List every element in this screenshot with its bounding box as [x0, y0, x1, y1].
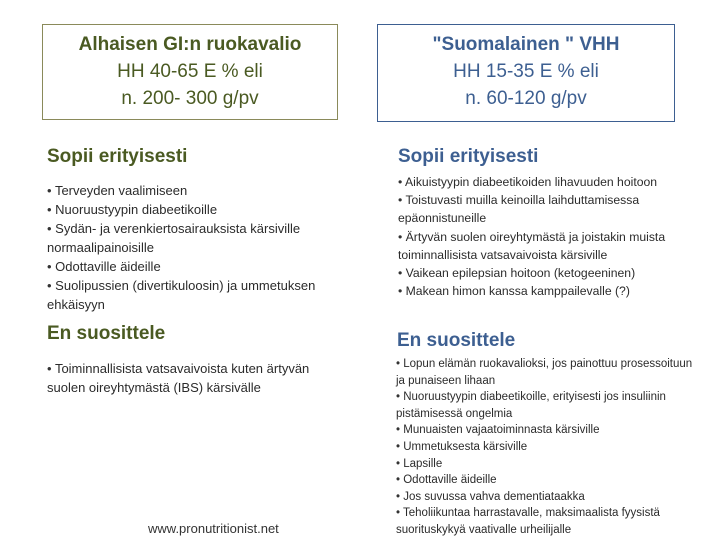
bullet-icon: • — [47, 221, 56, 236]
list-item-text: Odottaville äideille — [403, 474, 497, 487]
bullet-icon: • — [396, 457, 404, 470]
list-item-text: Toistuvasti muilla keinoilla laihduttamisessa epäonnistuneille — [398, 193, 640, 226]
bullet-icon: • — [398, 175, 405, 189]
footer-url: www.pronutritionist.net — [148, 521, 279, 536]
right-suits-heading: Sopii erityisesti — [398, 146, 539, 167]
list-item — [396, 439, 696, 456]
list-item — [396, 389, 696, 422]
list-item — [396, 489, 696, 506]
left-diet-box — [42, 24, 338, 120]
list-item-text: Ummetuksesta kärsiville — [403, 440, 528, 453]
right-not-heading: En suosittele — [397, 330, 516, 351]
right-diet-box — [377, 24, 675, 122]
left-diet-carb-grams: n. 200- 300 g/pv — [121, 88, 259, 109]
list-item-text: Suolipussien (divertikuloosin) ja ummetuksen ehkäisyyn — [47, 278, 316, 312]
list-item — [396, 356, 696, 389]
list-item — [47, 359, 347, 397]
bullet-icon: • — [396, 490, 404, 503]
list-item — [396, 422, 696, 439]
list-item-text: Ärtyvän suolen oireyhtymästä ja joistakin muista toiminnallisista vatsavaivoista kärsiville — [398, 229, 666, 262]
list-item — [398, 228, 680, 264]
list-item-text: Nuoruustyypin diabeetikoille — [55, 202, 218, 217]
list-item — [398, 282, 680, 300]
bullet-icon: • — [396, 440, 404, 453]
left-not-list — [47, 359, 347, 397]
bullet-icon: • — [398, 229, 406, 244]
bullet-icon: • — [396, 424, 404, 437]
list-item-text: Nuoruustyypin diabeetikoille, erityisesti jos insuliinin pistämisessä ongelmia — [396, 391, 666, 420]
list-item-text: Lapsille — [403, 457, 443, 470]
list-item — [398, 191, 680, 227]
right-not-list — [396, 356, 696, 539]
bullet-icon: • — [396, 474, 404, 487]
bullet-icon: • — [396, 507, 404, 520]
left-diet-carb-percent: HH 40-65 E % eli — [117, 61, 263, 82]
bullet-icon: • — [47, 361, 55, 376]
list-item-text: Lopun elämän ruokavalioksi, jos painottuu prosessoituun ja punaiseen lihaan — [396, 358, 693, 387]
bullet-icon: • — [398, 193, 406, 208]
list-item — [47, 219, 347, 257]
bullet-icon: • — [47, 202, 56, 217]
list-item — [47, 257, 347, 276]
list-item — [396, 505, 696, 538]
list-item-text: Makean himon kanssa kamppailevalle (?) — [405, 284, 630, 299]
left-not-heading: En suosittele — [47, 323, 166, 344]
list-item-text: Aikuistyypin diabeetikoiden lihavuuden hoitoon — [404, 175, 658, 189]
bullet-icon: • — [398, 266, 406, 281]
bullet-icon: • — [396, 391, 404, 404]
bullet-icon: • — [47, 183, 55, 198]
left-suits-list — [47, 181, 347, 314]
bullet-icon: • — [47, 278, 56, 293]
right-suits-list — [398, 173, 680, 300]
right-diet-carb-grams: n. 60-120 g/pv — [465, 88, 587, 109]
list-item-text: Vaikean epilepsian hoitoon (ketogeeninen) — [405, 266, 636, 281]
list-item — [47, 181, 347, 200]
left-suits-heading: Sopii erityisesti — [47, 146, 188, 167]
list-item-text: Jos suvussa vahva dementiataakka — [403, 490, 585, 503]
bullet-icon: • — [396, 358, 404, 370]
list-item-text: Odottaville äideille — [55, 259, 161, 274]
left-diet-title: Alhaisen GI:n ruokavalio — [78, 34, 302, 55]
list-item — [47, 276, 347, 314]
list-item — [398, 173, 680, 191]
list-item-text: Munuaisten vajaatoiminnasta kärsiville — [403, 424, 600, 437]
bullet-icon: • — [398, 284, 406, 299]
list-item — [396, 456, 696, 473]
bullet-icon: • — [47, 259, 56, 274]
list-item-text: Sydän- ja verenkiertosairauksista kärsiville normaalipainoisille — [47, 221, 301, 255]
list-item — [396, 472, 696, 489]
list-item-text: Teholiikuntaa harrastavalle, maksimaalista fyysistä suorituskykyä vaativalle urheilijalle — [396, 507, 660, 536]
list-item-text: Toiminnallisista vatsavaivoista kuten ärtyvän suolen oireyhtymästä (IBS) kärsivälle — [47, 361, 310, 395]
right-diet-carb-percent: HH 15-35 E % eli — [453, 61, 599, 82]
list-item — [398, 264, 680, 282]
right-diet-title: "Suomalainen " VHH — [432, 34, 620, 55]
list-item — [47, 200, 347, 219]
list-item-text: Terveyden vaalimiseen — [54, 183, 188, 198]
